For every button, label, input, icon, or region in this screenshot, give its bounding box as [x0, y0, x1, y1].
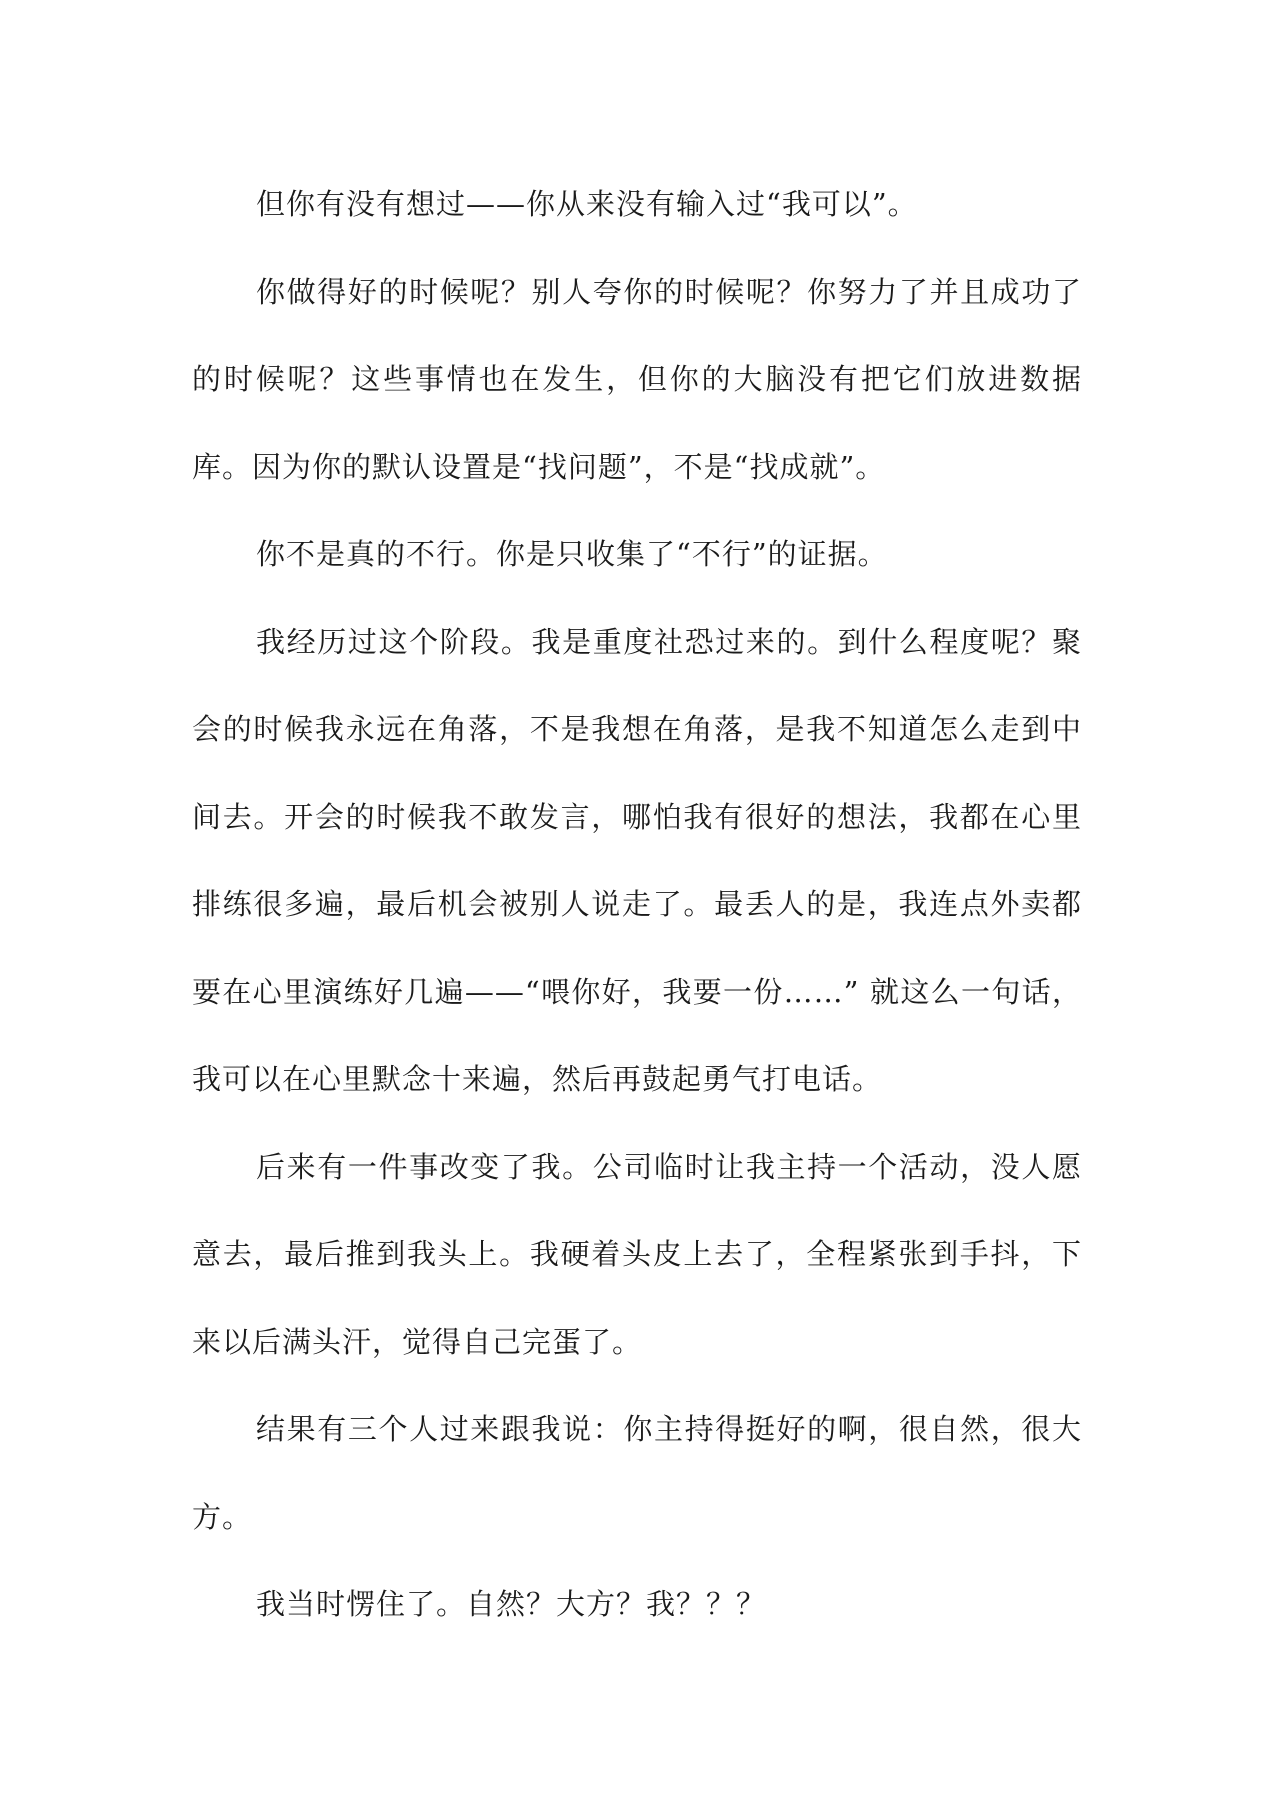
paragraph: 结果有三个人过来跟我说：你主持得挺好的啊，很自然，很大方。: [192, 1412, 1082, 1534]
document-body: [192, 161, 1082, 1649]
paragraph: 你不是真的不行。你是只收集了“不行”的证据。: [256, 537, 888, 571]
paragraph: 后来有一件事改变了我。公司临时让我主持一个活动，没人愿意去，最后推到我头上。我硬着头皮上去了，全程紧张到手抖，下来以后满头汗，觉得自己完蛋了。: [192, 1149, 1082, 1359]
paragraph: 我当时愣住了。自然？大方？我？？？: [256, 1587, 767, 1621]
paragraph: 你做得好的时候呢？别人夸你的时候呢？你努力了并且成功了的时候呢？这些事情也在发生，但你的大脑没有把它们放进数据库。因为你的默认设置是“找问题”，不是“找成就”。: [192, 274, 1082, 484]
paragraph: 但你有没有想过——你从来没有输入过“我可以”。: [256, 187, 918, 221]
paragraph: 我经历过这个阶段。我是重度社恐过来的。到什么程度呢？聚会的时候我永远在角落，不是我想在角落，是我不知道怎么走到中间去。开会的时候我不敢发言，哪怕我有很好的想法，我都在心里排练很多遍，最后机会被别人说走了。最丢人的是，我连点外卖都要在心里演练好几遍——“喂你好，我要一份……” 就这么一句话，我可以在心里默念十来遍，然后再鼓起勇气打电话。: [192, 624, 1082, 1096]
